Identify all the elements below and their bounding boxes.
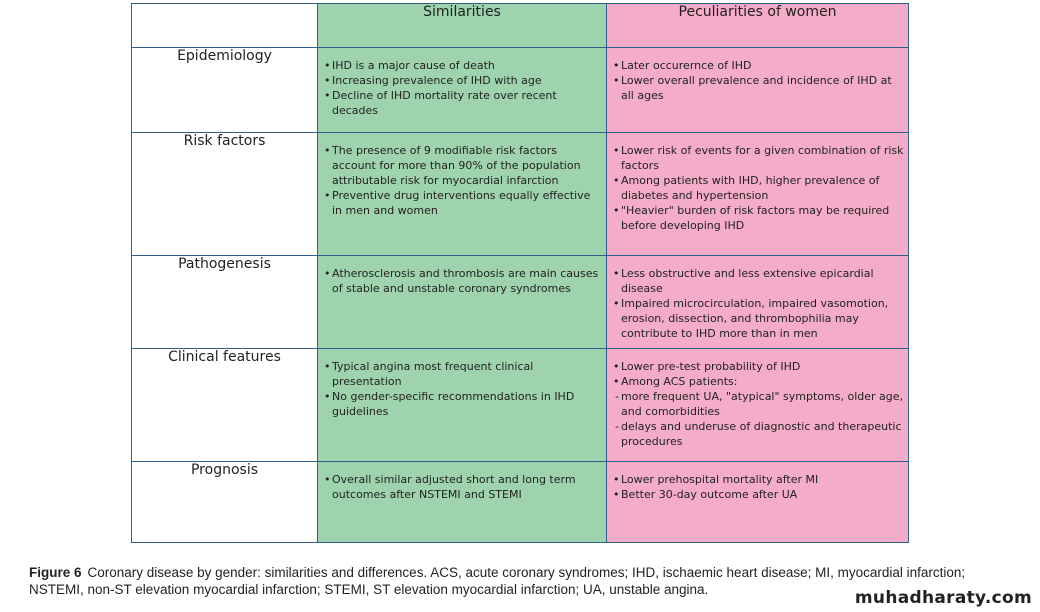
bullet-item: • Preventive drug interventions equally effective in men and women <box>332 188 602 218</box>
header-row <box>132 4 909 48</box>
bullet-item: • Later occurernce of IHD <box>621 58 904 73</box>
bullet-item: • Less obstructive and less extensive epicardial disease <box>621 266 904 296</box>
header-peculiarities: Peculiarities of women <box>607 4 909 48</box>
comparison-table <box>131 3 909 543</box>
bullet-item: • Impaired microcirculation, impaired vasomotion, erosion, dissection, and thrombophilia may contribute to IHD more than in men <box>621 296 904 341</box>
header-similarities: Similarities <box>318 4 607 48</box>
watermark: muhadharaty.com <box>854 588 1032 608</box>
bullet-item: • Among ACS patients: <box>621 374 904 389</box>
similarities-cell <box>318 256 607 349</box>
similarities-cell <box>318 133 607 256</box>
caption-text: Coronary disease by gender: similarities and differences. ACS, acute coronary syndromes; IHD, ischaemic heart disease; MI, myocardial infarction; NSTEMI, non-ST elevation myocardial infarction; STEMI, ST elevation myocardial infarction; UA, unstable angina. <box>29 565 966 597</box>
peculiarities-cell <box>607 462 909 543</box>
peculiarities-cell <box>607 133 909 256</box>
sub-bullet-item: - more frequent UA, "atypical" symptoms, older age, and comorbidities <box>621 389 904 419</box>
peculiarities-cell <box>607 256 909 349</box>
row-topic-prognosis: Prognosis <box>132 462 318 543</box>
row-topic-clinical-features: Clinical features <box>132 349 318 462</box>
table-row <box>132 256 909 349</box>
figure-label: Figure 6 <box>29 565 82 580</box>
bullet-item: • Typical angina most frequent clinical presentation <box>332 359 602 389</box>
row-topic-pathogenesis: Pathogenesis <box>132 256 318 349</box>
bullet-item: • Overall similar adjusted short and long term outcomes after NSTEMI and STEMI <box>332 472 602 502</box>
bullet-item: • Decline of IHD mortality rate over recent decades <box>332 88 602 118</box>
peculiarities-cell <box>607 349 909 462</box>
similarities-cell <box>318 349 607 462</box>
bullet-item: • Increasing prevalence of IHD with age <box>332 73 602 88</box>
header-empty-cell <box>132 4 318 48</box>
bullet-item: • The presence of 9 modifiable risk factors account for more than 90% of the population attributable risk for myocardial infarction <box>332 143 602 188</box>
row-topic-epidemiology: Epidemiology <box>132 48 318 133</box>
peculiarities-cell <box>607 48 909 133</box>
bullet-item: • Lower prehospital mortality after MI <box>621 472 904 487</box>
similarities-cell <box>318 48 607 133</box>
table-row <box>132 133 909 256</box>
row-topic-risk-factors: Risk factors <box>132 133 318 256</box>
bullet-item: • Lower pre-test probability of IHD <box>621 359 904 374</box>
bullet-item: • Lower overall prevalence and incidence of IHD at all ages <box>621 73 904 103</box>
bullet-item: • "Heavier" burden of risk factors may be required before developing IHD <box>621 203 904 233</box>
bullet-item: • No gender-specific recommendations in IHD guidelines <box>332 389 602 419</box>
table-row <box>132 349 909 462</box>
bullet-item: • Lower risk of events for a given combination of risk factors <box>621 143 904 173</box>
table-row <box>132 462 909 543</box>
similarities-cell <box>318 462 607 543</box>
sub-bullet-item: - delays and underuse of diagnostic and therapeutic procedures <box>621 419 904 449</box>
bullet-item: • IHD is a major cause of death <box>332 58 602 73</box>
table-row <box>132 48 909 133</box>
bullet-item: • Atherosclerosis and thrombosis are main causes of stable and unstable coronary syndromes <box>332 266 602 296</box>
bullet-item: • Better 30-day outcome after UA <box>621 487 904 502</box>
bullet-item: • Among patients with IHD, higher prevalence of diabetes and hypertension <box>621 173 904 203</box>
